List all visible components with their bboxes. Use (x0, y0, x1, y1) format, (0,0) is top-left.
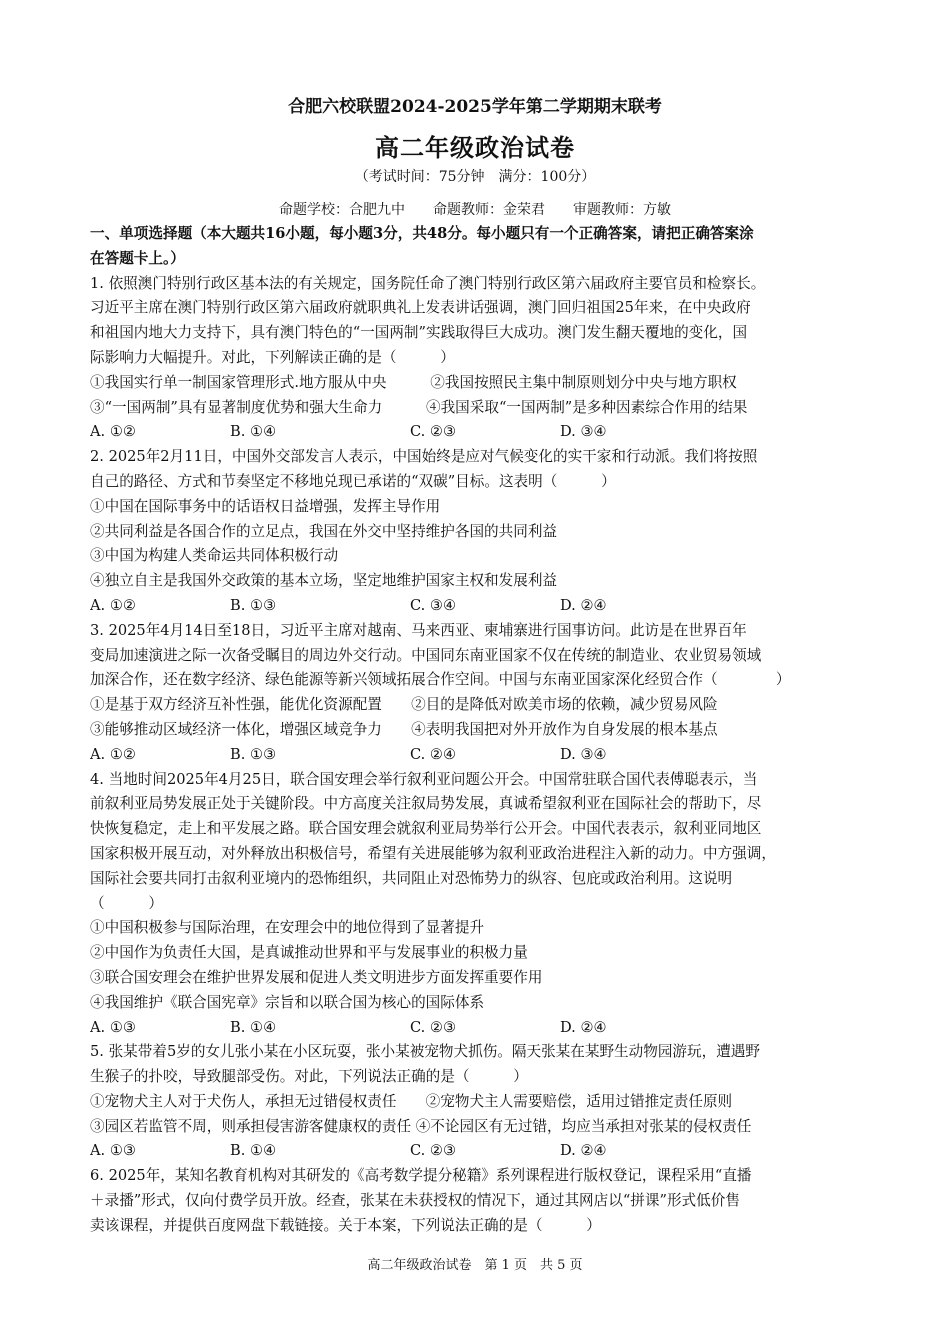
exam-title: 高二年级政治试卷 (375, 133, 575, 162)
question-stem-line: 际影响力大幅提升。对此，下列解读正确的是（ ） (90, 348, 455, 366)
answer-options (90, 1139, 865, 1164)
question-stem-line: 加深合作，还在数字经济、绿色能源等新兴领域拓展合作空间。中国与东南亚国家深化经贸合作（ ） (90, 671, 791, 689)
answer-option-d[interactable]: D. ②④ (560, 1142, 607, 1160)
question-stem-line: 6. 2025年，某知名教育机构对其研发的《高考数学提分秘籍》系列课程进行版权登记，课程采用“直播 (90, 1167, 752, 1185)
question-statement: ③联合国安理会在维护世界发展和促进人类文明进步方面发挥重要作用 (90, 968, 543, 986)
question-statement: ①是基于双方经济互补性强，能优化资源配置 ②目的是降低对欧美市场的依赖，减少贸易风险 (90, 696, 718, 714)
answer-option-a[interactable]: A. ①② (90, 596, 136, 614)
page-footer: 高二年级政治试卷 第 1 页 共 5 页 (367, 1258, 583, 1273)
question-statement: ④我国维护《联合国宪章》宗旨和以联合国为核心的国际体系 (90, 993, 485, 1011)
answer-option-a[interactable]: A. ①② (90, 745, 136, 763)
answer-options (90, 594, 865, 619)
question-list (90, 272, 865, 1239)
question-statement: ③中国为构建人类命运共同体积极行动 (90, 547, 339, 565)
question-6 (90, 1164, 865, 1238)
answer-option-d[interactable]: D. ③④ (560, 423, 607, 441)
question-stem-line: 生猴子的扑咬，导致腿部受伤。对此，下列说法正确的是（ ） (90, 1068, 528, 1086)
question-stem-line: 5. 张某带着5岁的女儿张小某在小区玩耍，张小某被宠物犬抓伤。隔天张某在某野生动物园游玩，遭遇野 (90, 1043, 760, 1061)
answer-option-b[interactable]: B. ①④ (230, 1142, 277, 1160)
question-statement: ②共同利益是各国合作的立足点，我国在外交中坚持维护各国的共同利益 (90, 522, 558, 540)
answer-option-d[interactable]: D. ②④ (560, 1018, 607, 1036)
question-stem-line: 习近平主席在澳门特别行政区第六届政府就职典礼上发表讲话强调，澳门回归祖国25年来，在中央政府 (90, 299, 751, 317)
exam-setters: 命题学校：合肥九中 命题教师：金荣君 审题教师：方敏 (279, 202, 671, 218)
exam-content (90, 222, 865, 1239)
question-statement: ①中国积极参与国际治理，在安理会中的地位得到了显著提升 (90, 919, 485, 937)
question-statement: ①宠物犬主人对于犬伤人，承担无过错侵权责任 ②宠物犬主人需要赔偿，适用过错推定责任原则 (90, 1092, 733, 1110)
question-4 (90, 768, 865, 1041)
question-statement: ③“一国两制”具有显著制度优势和强大生命力 ④我国采取“一国两制”是多种因素综合作用的结果 (90, 398, 748, 416)
answer-option-a[interactable]: A. ①③ (90, 1142, 136, 1160)
question-stem-line: 国家积极开展互动，对外释放出积极信号，希望有关进展能够为叙利亚政治进程注入新的动力。中方强调， (90, 844, 776, 862)
question-statement: ③园区若监管不周，则承担侵害游客健康权的责任 ④不论园区有无过错，均应当承担对张某的侵权责任 (90, 1117, 752, 1135)
question-stem-line: 3. 2025年4月14日至18日，习近平主席对越南、马来西亚、柬埔寨进行国事访问。此访是在世界百年 (90, 621, 747, 639)
answer-option-c[interactable]: C. ②③ (410, 1018, 457, 1036)
answer-options (90, 1016, 865, 1041)
question-stem-line: 变局加速演进之际一次备受瞩目的周边外交行动。中国同东南亚国家不仅在传统的制造业、农业贸易领域 (90, 646, 762, 664)
question-stem-line: 4. 当地时间2025年4月25日，联合国安理会举行叙利亚问题公开会。中国常驻联合国代表傅聪表示，当 (90, 770, 758, 788)
question-statement: ①我国实行单一制国家管理形式.地方服从中央 ②我国按照民主集中制原则划分中央与地方职权 (90, 373, 737, 391)
question-stem-line: 国际社会要共同打击叙利亚境内的恐怖组织，共同阻止对恐怖势力的纵容、包庇或政治利用。这说明 (90, 869, 733, 887)
question-statement: ③能够推动区域经济一体化，增强区域竞争力 ④表明我国把对外开放作为自身发展的根本基点 (90, 720, 718, 738)
answer-option-a[interactable]: A. ①② (90, 423, 136, 441)
answer-option-d[interactable]: D. ③④ (560, 745, 607, 763)
question-statement: ④独立自主是我国外交政策的基本立场，坚定地维护国家主权和发展利益 (90, 572, 558, 590)
section-heading: 一、单项选择题（本大题共16小题，每小题3分，共48分。每小题只有一个正确答案，请把正确答案涂 (90, 225, 754, 242)
exam-info: （考试时间：75分钟 满分：100分） (354, 169, 596, 185)
question-5 (90, 1040, 865, 1164)
question-statement: ①中国在国际事务中的话语权日益增强，发挥主导作用 (90, 497, 441, 515)
answer-option-d[interactable]: D. ②④ (560, 596, 607, 614)
question-stem-line: 2. 2025年2月11日，中国外交部发言人表示，中国始终是应对气候变化的实干家和行动派。我们将按照 (90, 448, 758, 466)
answer-option-b[interactable]: B. ①③ (230, 596, 277, 614)
question-statement: ②中国作为负责任大国，是真诚推动世界和平与发展事业的积极力量 (90, 944, 528, 962)
question-stem-line: 卖该课程，并提供百度网盘下载链接。关于本案，下列说法正确的是（ ） (90, 1216, 601, 1234)
question-1 (90, 272, 865, 446)
question-stem-line: ＋录播”形式，仅向付费学员开放。经查，张某在未获授权的情况下，通过其网店以“拼课”形式低价售 (90, 1192, 740, 1210)
question-stem-line: （ ） (90, 894, 163, 912)
answer-option-c[interactable]: C. ②④ (410, 745, 457, 763)
exam-series-title: 合肥六校联盟2024-2025学年第二学期期末联考 (288, 97, 662, 117)
question-2 (90, 445, 865, 619)
answer-option-c[interactable]: C. ③④ (410, 596, 457, 614)
answer-option-b[interactable]: B. ①④ (230, 1018, 277, 1036)
question-stem-line: 1. 依照澳门特别行政区基本法的有关规定，国务院任命了澳门特别行政区第六届政府主要官员和检察长。 (90, 274, 766, 292)
question-stem-line: 前叙利亚局势发展正处于关键阶段。中方高度关注叙局势发展，真诚希望叙利亚在国际社会的帮助下，尽 (90, 795, 762, 813)
question-stem-line: 快恢复稳定，走上和平发展之路。联合国安理会就叙利亚局势举行公开会。中国代表表示，叙利亚同地区 (90, 820, 762, 838)
section-heading-cont: 在答题卡上。） (90, 249, 185, 267)
answer-option-c[interactable]: C. ②③ (410, 423, 457, 441)
answer-option-c[interactable]: C. ②③ (410, 1142, 457, 1160)
answer-options (90, 420, 865, 445)
question-stem-line: 和祖国内地大力支持下，具有澳门特色的“一国两制”实践取得巨大成功。澳门发生翻天覆地的变化，国 (90, 324, 748, 342)
question-3 (90, 619, 865, 768)
answer-option-a[interactable]: A. ①③ (90, 1018, 136, 1036)
answer-options (90, 743, 865, 768)
answer-option-b[interactable]: B. ①③ (230, 745, 277, 763)
question-stem-line: 自己的路径、方式和节奏坚定不移地兑现已承诺的“双碳”目标。这表明（ ） (90, 472, 616, 490)
answer-option-b[interactable]: B. ①④ (230, 423, 277, 441)
